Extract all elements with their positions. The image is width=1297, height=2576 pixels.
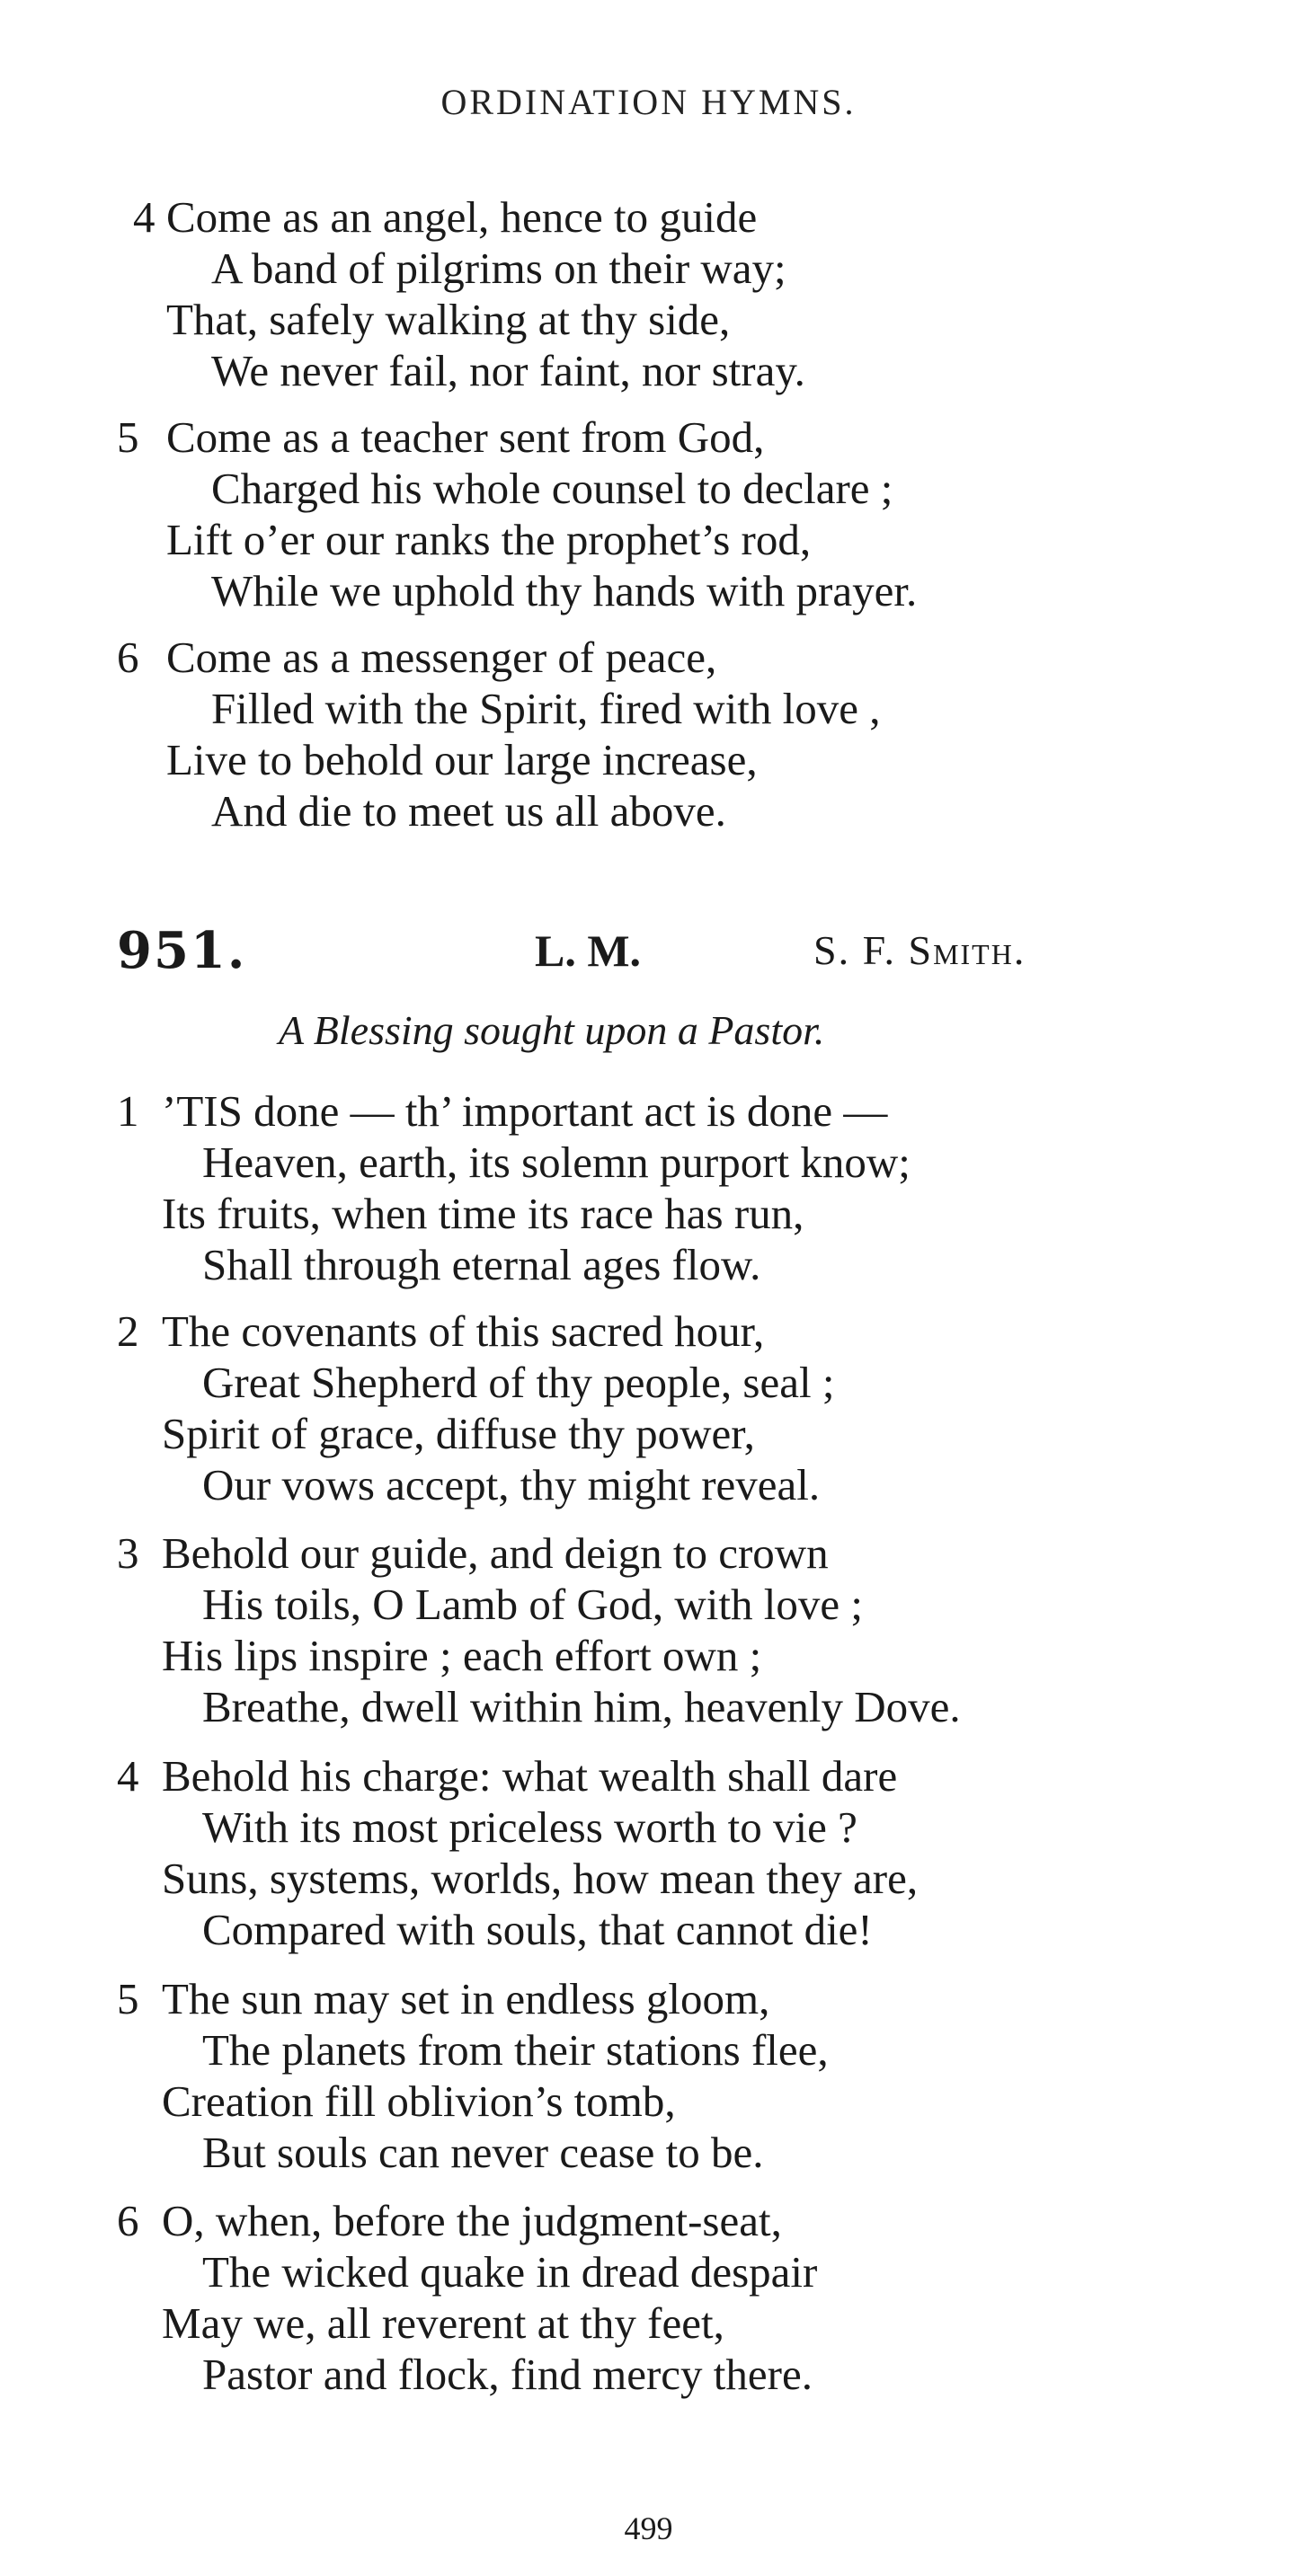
verse-line: Breathe, dwell within him, heavenly Dove.: [202, 1682, 961, 1731]
verse-line: Lift o’er our ranks the prophet’s rod,: [166, 515, 812, 564]
verse-line: We never fail, nor faint, nor stray.: [211, 346, 805, 395]
hymn-header: [0, 921, 1297, 984]
verse-line: Great Shepherd of thy people, seal ;: [202, 1358, 835, 1407]
stanza-number: 4: [133, 192, 155, 242]
verse-line: ’TIS done — th’ important act is done —: [162, 1086, 888, 1136]
verse-line: Come as a teacher sent from God,: [166, 412, 765, 462]
hymn-author: [813, 926, 1026, 974]
hymn-meter: L. M.: [535, 925, 642, 976]
page-number: 499: [624, 2510, 673, 2546]
verse-line: Its fruits, when time its race has run,: [162, 1189, 804, 1238]
verse-line: The wicked quake in dread despair: [202, 2247, 818, 2297]
verse-line: Filled with the Spirit, fired with love ,: [211, 684, 881, 733]
verse-line: Behold his charge: what wealth shall dare: [162, 1751, 898, 1801]
verse-line: O, when, before the judgment-seat,: [162, 2196, 782, 2245]
verse-line: Our vows accept, thy might reveal.: [202, 1460, 821, 1509]
stanza-number: 1: [117, 1086, 139, 1136]
verse-line: His lips inspire ; each effort own ;: [162, 1631, 762, 1680]
verse-line: Pastor and flock, find mercy there.: [202, 2350, 813, 2399]
verse-line: May we, all reverent at thy feet,: [162, 2298, 724, 2348]
verse-line: Come as a messenger of peace,: [166, 633, 717, 682]
stanza-number: 3: [117, 1528, 139, 1578]
running-head: ORDINATION HYMNS.: [440, 82, 857, 122]
verse-line: Shall through eternal ages flow.: [202, 1240, 761, 1289]
verse-line: The planets from their stations flee,: [202, 2025, 829, 2075]
verse-line: Come as an angel, hence to guide: [166, 192, 758, 242]
verse-line: But souls can never cease to be.: [202, 2128, 764, 2177]
verse-line: Compared with souls, that cannot die!: [202, 1905, 873, 1954]
verse-line: Spirit of grace, diffuse thy power,: [162, 1409, 755, 1458]
verse-line: His toils, O Lamb of God, with love ;: [202, 1580, 863, 1629]
verse-line: And die to meet us all above.: [211, 786, 726, 836]
verse-line: A band of pilgrims on their way;: [211, 243, 786, 293]
verse-line: Live to behold our large increase,: [166, 735, 758, 784]
verse-line: Suns, systems, worlds, how mean they are,: [162, 1854, 919, 1903]
verse-line: Creation fill oblivion’s tomb,: [162, 2076, 676, 2126]
hymn-author-name: S. F. Smith.: [813, 927, 1026, 973]
stanza-number: 2: [117, 1306, 139, 1356]
stanza-number: 6: [117, 633, 139, 682]
hymn-subtitle: A Blessing sought upon a Pastor.: [279, 1007, 825, 1053]
verse-line: The sun may set in endless gloom,: [162, 1974, 770, 2023]
verse-line: That, safely walking at thy side,: [166, 295, 731, 344]
verse-line: Heaven, earth, its solemn purport know;: [202, 1138, 911, 1187]
stanza-number: 4: [117, 1751, 139, 1801]
stanza-number: 5: [117, 1974, 139, 2023]
verse-line: The covenants of this sacred hour,: [162, 1306, 765, 1356]
verse-line: With its most priceless worth to vie ?: [202, 1802, 857, 1852]
verse-line: Behold our guide, and deign to crown: [162, 1528, 829, 1578]
stanza-number: 6: [117, 2196, 139, 2245]
hymn-number: 951.: [117, 921, 247, 980]
stanza-number: 5: [117, 412, 139, 462]
verse-line: While we uphold thy hands with prayer.: [211, 566, 918, 615]
verse-line: Charged his whole counsel to declare ;: [211, 464, 893, 513]
